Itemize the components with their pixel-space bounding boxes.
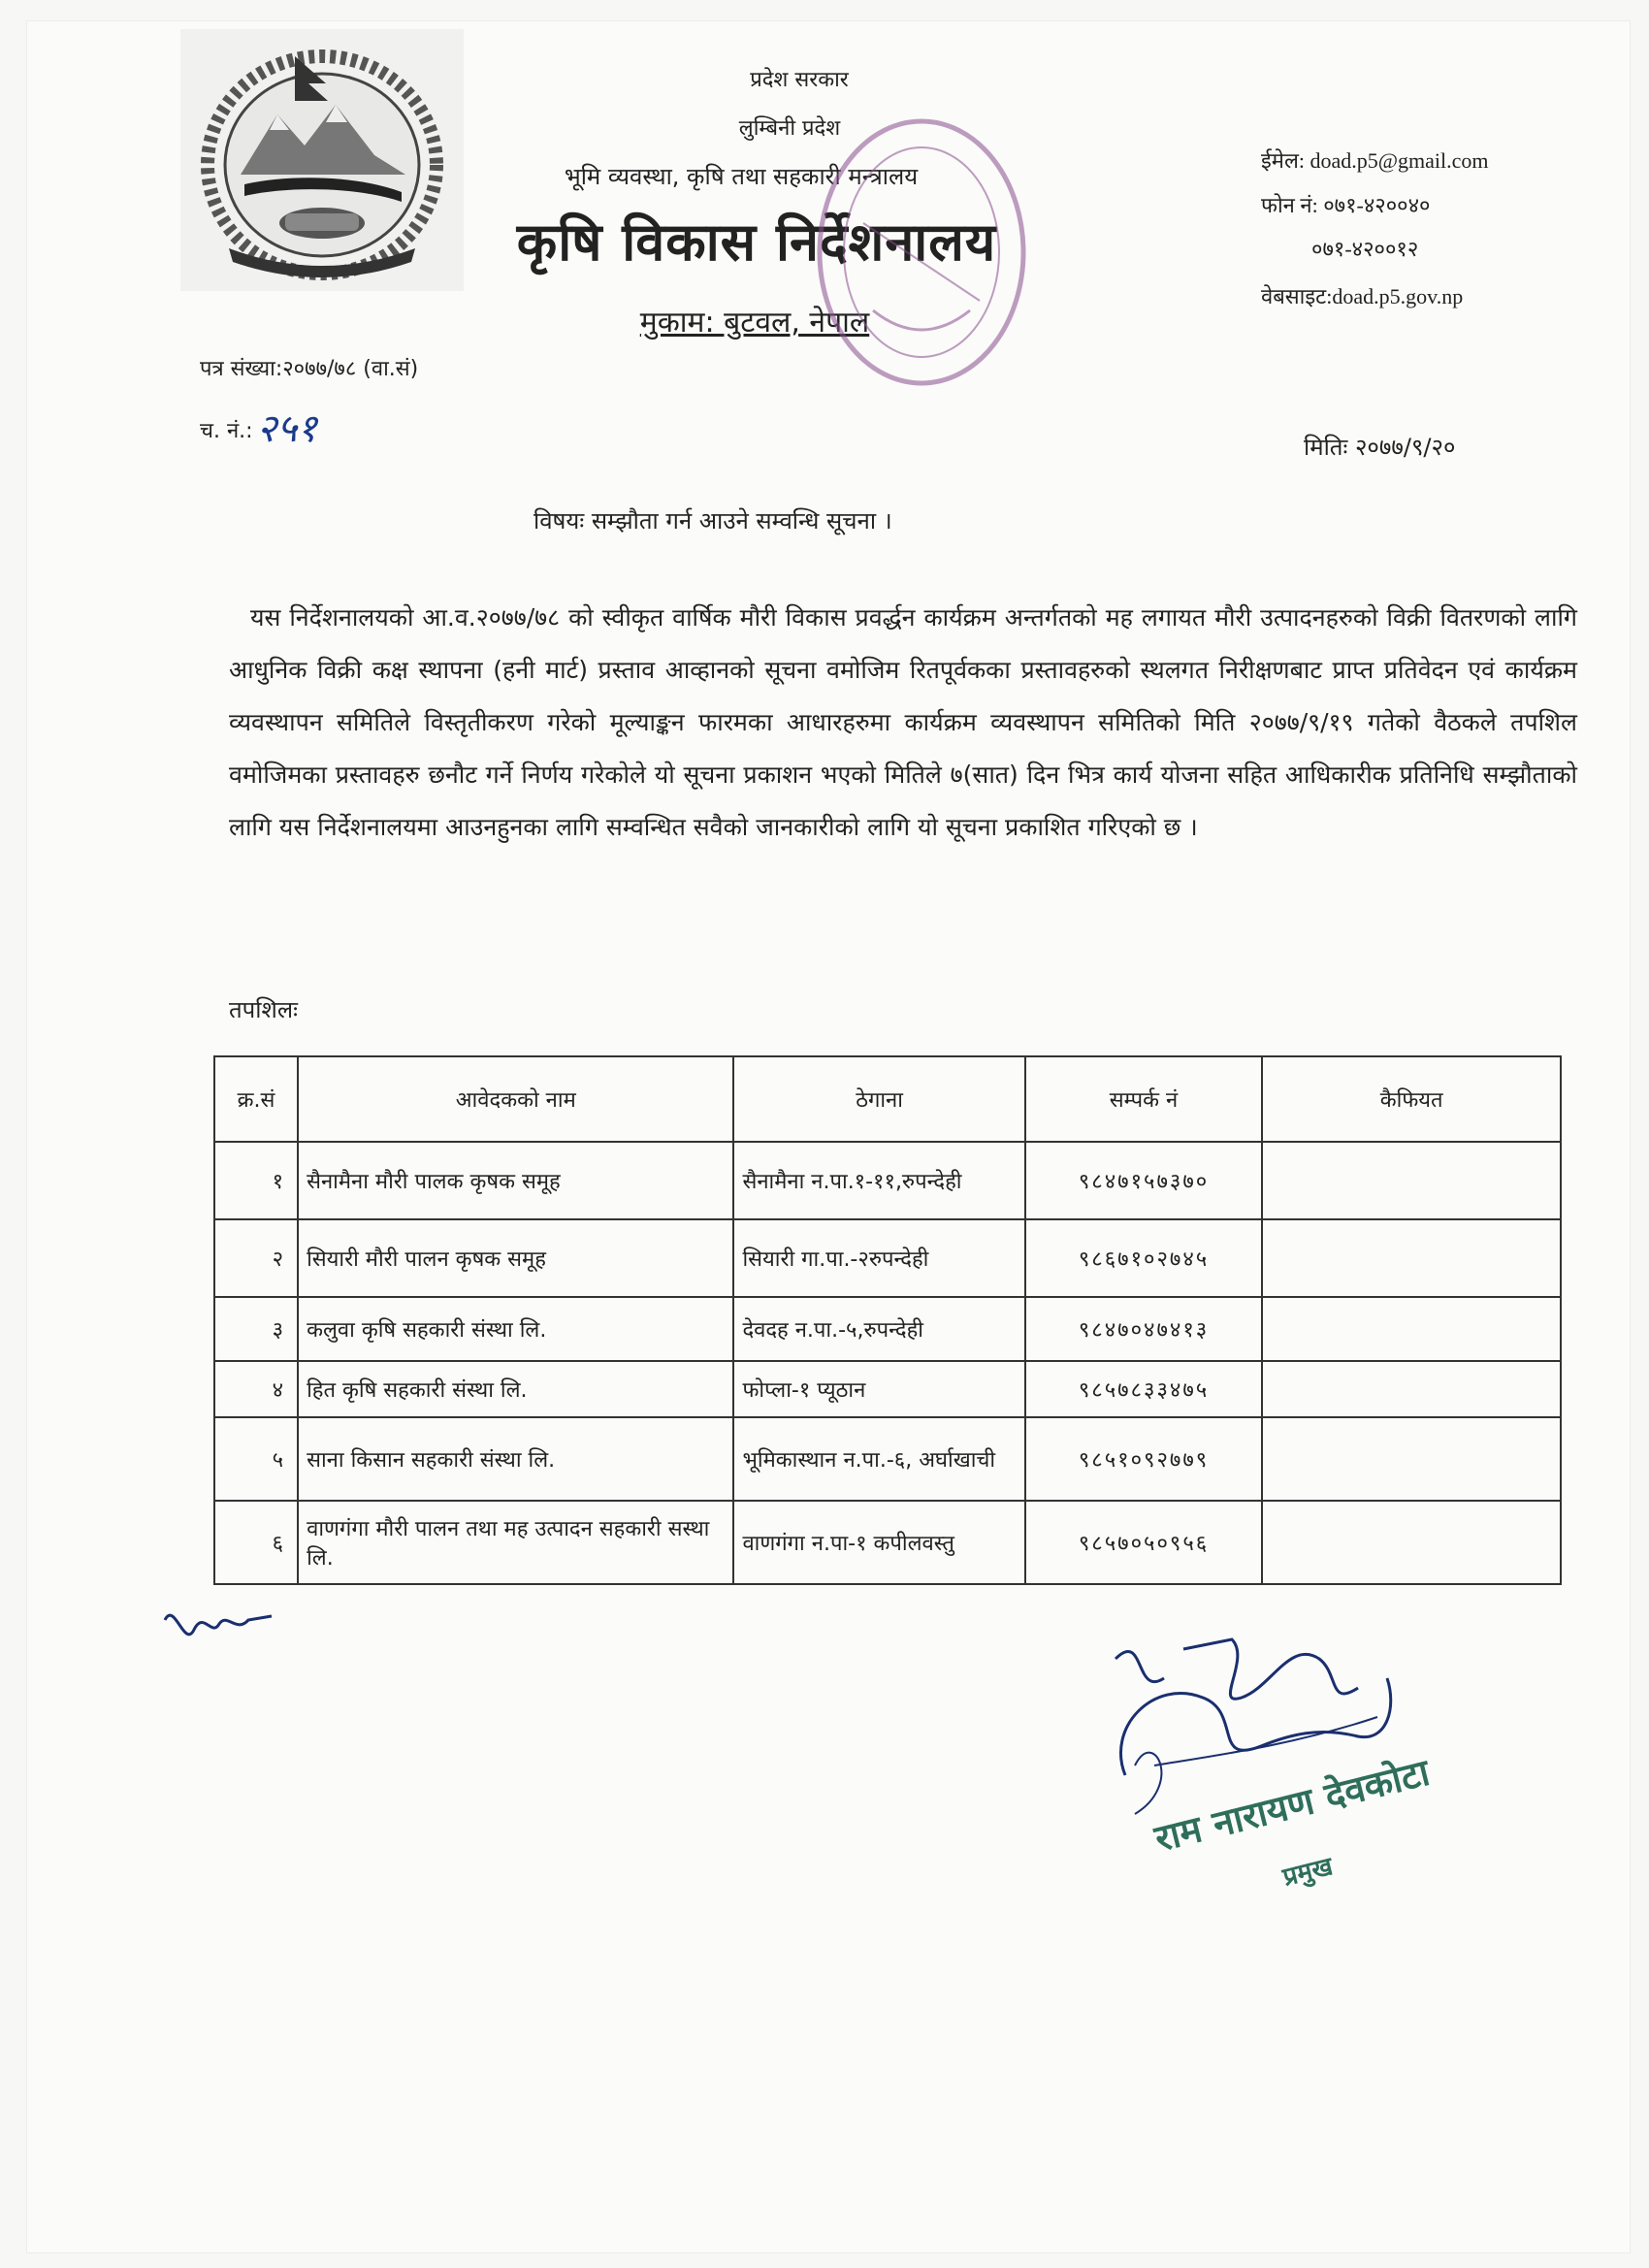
cell-name: कलुवा कृषि सहकारी संस्था लि. [298, 1297, 733, 1361]
signatory-name-stamp: राम नारायण देवकोटा [1150, 1750, 1434, 1861]
cell-name: सियारी मौरी पालन कृषक समूह [298, 1219, 733, 1297]
cell-phone: ९८५१०९२७७९ [1025, 1417, 1263, 1501]
table-row [214, 1417, 1561, 1501]
cell-phone: ९८५७०५०९५६ [1025, 1501, 1263, 1584]
cell-phone: ९८५७८३३४७५ [1025, 1361, 1263, 1417]
col-header-name: आवेदकको नाम [298, 1056, 733, 1142]
col-header-sn: क्र.सं [214, 1056, 298, 1142]
cell-name: वाणगंगा मौरी पालन तथा मह उत्पादन सहकारी सस्था लि. [298, 1501, 733, 1584]
letter-date: मितिः २०७७/९/२० [1304, 434, 1456, 461]
cell-sn: ५ [214, 1417, 298, 1501]
cell-phone: ९८४७०४७४१३ [1025, 1297, 1263, 1361]
col-header-contact: सम्पर्क नं [1025, 1056, 1263, 1142]
cell-remark [1262, 1361, 1561, 1417]
signatory-title-stamp: प्रमुख [1279, 1852, 1336, 1893]
cell-sn: २ [214, 1219, 298, 1297]
cell-remark [1262, 1501, 1561, 1584]
applicants-table [213, 1055, 1562, 1585]
letter-number: पत्र संख्या:२०७७/७८ (वा.सं) [200, 357, 419, 381]
contact-phone-2: ०७१-४२००१२ [1311, 237, 1419, 261]
office-stamp [805, 107, 1038, 402]
cell-remark [1262, 1142, 1561, 1219]
table-row [214, 1501, 1561, 1584]
table-row [214, 1297, 1561, 1361]
col-header-remarks: कैफियत [1262, 1056, 1561, 1142]
cell-address: फोप्ला-१ प्यूठान [733, 1361, 1024, 1417]
cell-sn: ६ [214, 1501, 298, 1584]
table-row [214, 1361, 1561, 1417]
letter-subject: विषयः सम्झौता गर्न आउने सम्वन्धि सूचना । [534, 507, 892, 535]
dispatch-number-handwritten: २५१ [256, 406, 317, 451]
header-location: मुकाम: बुटवल, नेपाल [639, 306, 870, 340]
table-row [214, 1142, 1561, 1219]
details-label: तपशिलः [229, 996, 298, 1023]
cell-address: सियारी गा.पा.-२रुपन्देही [733, 1219, 1024, 1297]
cell-sn: ४ [214, 1361, 298, 1417]
contact-email: ईमेल: doad.p5@gmail.com [1261, 148, 1489, 173]
cell-remark [1262, 1297, 1561, 1361]
letter-body: यस निर्देशनालयको आ.व.२०७७/७८ को स्वीकृत वार्षिक मौरी विकास प्रवर्द्धन कार्यक्रम अन्तर्गतको मह लगायत मौरी उत्पादनहरुको विक्री वितरणको लागि आधुनिक विक्री कक्ष स्थापना (हनी मार्ट) प्रस्ताव आव्हानको सूचना वमोजिम रितपूर्वकका प्रस्तावहरुको स्थलगत निरीक्षणबाट प्राप्त प्रतिवेदन एवं कार्यक्रम व्यवस्थापन समितिले विस्तृतीकरण गरेको मूल्याङ्कन फारमका आधारहरुमा कार्यक्रम व्यवस्थापन समितिको मिति २०७७/९/१९ गतेको वैठकले तपशिल वमोजिमका प्रस्तावहरु छनौट गर्ने निर्णय गरेकोले यो सूचना प्रकाशन भएको मितिले ७(सात) दिन भित्र कार्य योजना सहित आधिकारीक प्रतिनिधि सम्झौताको लागि यस निर्देशनालयमा आउनहुनका लागि सम्वन्धित सवैको जानकारीको लागि यो सूचना प्रकाशित गरिएको छ । [229, 603, 1577, 841]
cell-name: साना किसान सहकारी संस्था लि. [298, 1417, 733, 1501]
cell-name: सैनामैना मौरी पालक कृषक समूह [298, 1142, 733, 1219]
cell-address: सैनामैना न.पा.१-११,रुपन्देही [733, 1142, 1024, 1219]
dispatch-number-row [200, 396, 317, 449]
cell-sn: ३ [214, 1297, 298, 1361]
contact-website: वेबसाइट:doad.p5.gov.np [1261, 284, 1464, 308]
cell-remark [1262, 1417, 1561, 1501]
cell-phone: ९८६७१०२७४५ [1025, 1219, 1263, 1297]
cell-remark [1262, 1219, 1561, 1297]
col-header-address: ठेगाना [733, 1056, 1024, 1142]
cell-name: हित कृषि सहकारी संस्था लि. [298, 1361, 733, 1417]
contact-phone: फोन नं: ०७१-४२००४० [1261, 193, 1431, 217]
table-row [214, 1219, 1561, 1297]
cell-sn: १ [214, 1142, 298, 1219]
cell-address: भूमिकास्थान न.पा.-६, अर्घाखाची [733, 1417, 1024, 1501]
header-province-govt: प्रदेश सरकार [750, 68, 849, 92]
header-directorate-title: कृषि विकास निर्देशनालय [516, 211, 997, 273]
handwritten-initial [155, 1591, 281, 1663]
header-province-name: लुम्बिनी प्रदेश [738, 116, 841, 141]
cell-phone: ९८४७१५७३७० [1025, 1142, 1263, 1219]
cell-address: वाणगंगा न.पा-१ कपीलवस्तु [733, 1501, 1024, 1584]
cell-address: देवदह न.पा.-५,रुपन्देही [733, 1297, 1024, 1361]
table-header-row [214, 1056, 1561, 1142]
dispatch-label: च. नं.: [200, 419, 253, 443]
header-ministry: भूमि व्यवस्था, कृषि तथा सहकारी मन्त्रालय [564, 163, 919, 190]
